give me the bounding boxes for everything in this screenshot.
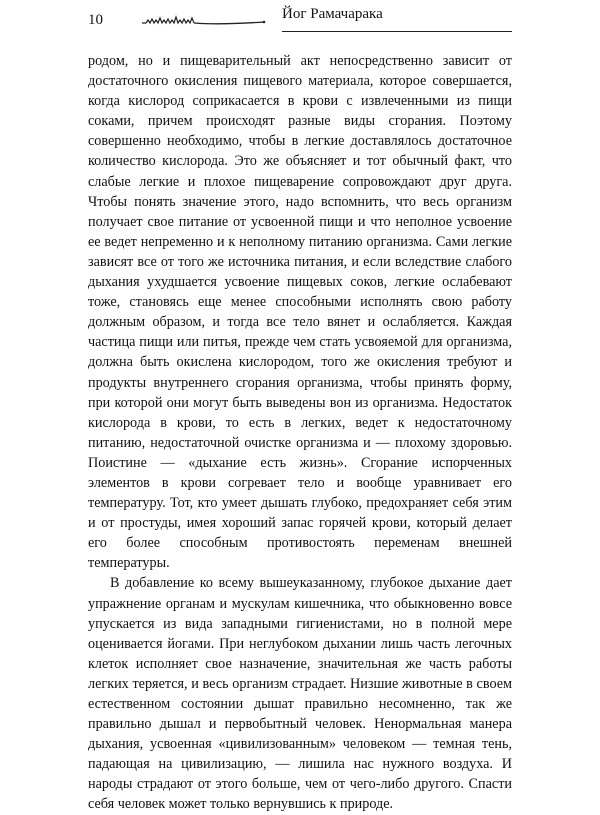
paragraph-2: В добавление ко всему вышеуказанному, глубокое дыхание дает упражнение органам и мускулам кишечника, что обыкновенно вовсе упускается из вида западными гигиенистами, но в полной мере оценивается йогами. При неглубоком дыхании лишь часть легочных клеток исполняет свое назначение, значительная же часть работы легких теряется, и весь организм страдает. Низшие животные в своем естественном состоянии дышат правильно несомненно, так же правильно дышал и первобытный человек. Ненормальная манера дыхания, усвоенная «цивилизованным» человеком — темная тень, падающая на цивилизацию, — лишила нас нужного воздуха. И народы страдают от этого больше, чем от чего-либо другого. Спасти себя человек может только вернувшись к природе. — [88, 575, 512, 813]
header-ornament — [140, 14, 266, 28]
body-text — [88, 51, 512, 815]
paragraph-1: родом, но и пищеварительный акт непосредственно зависит от достаточного окисления пищевого материала, которое совершается, когда кислород соприкасается в крови с извлеченными из пищи соками, причем происходят разные виды сгорания. Поэтому совершенно необходимо, чтобы в легкие доставлялось достаточное количество кислорода. Это же объясняет и тот обычный факт, что слабые легкие и плохое пищеварение сопровождают друг друга. Чтобы понять значение этого, надо вспомнить, что весь организм получает свое питание от усвоенной пищи и что неполное усвоение ее ведет непременно и к неполному питанию организма. Сами легкие зависят все от того же источника питания, и если вследствие слабого дыхания ухудшается усвоение пищевых соков, легкие ослабевают тоже, становясь еще менее способными исполнять свою работу должным образом, и тогда все тело вянет и ослабляется. Каждая частица пищи или питья, прежде чем стать усвояемой для организма, должна быть окислена кислородом, того же окисления требуют и продукты внутреннего сгорания организма, чтобы принять форму, при которой они могут быть выведены вон из организма. Недостаток кислорода в крови, то есть в легких, ведет к недостаточному питанию, недостаточной очистке организма и — плохому здоровью. Поистине — «дыхание есть жизнь». Сгорание испорченных элементов в крови согревает тело и вообще уравнивает его температуру. Тот, кто умеет дышать глубоко, предохраняет себя этим и от простуды, имея хороший запас горячей крови, который делает его более способным противостоять переменам внешней температуры. — [88, 53, 512, 572]
page-number: 10 — [88, 12, 103, 28]
running-header-author: Йог Рамачарака — [282, 6, 383, 22]
header-rule — [282, 31, 512, 32]
